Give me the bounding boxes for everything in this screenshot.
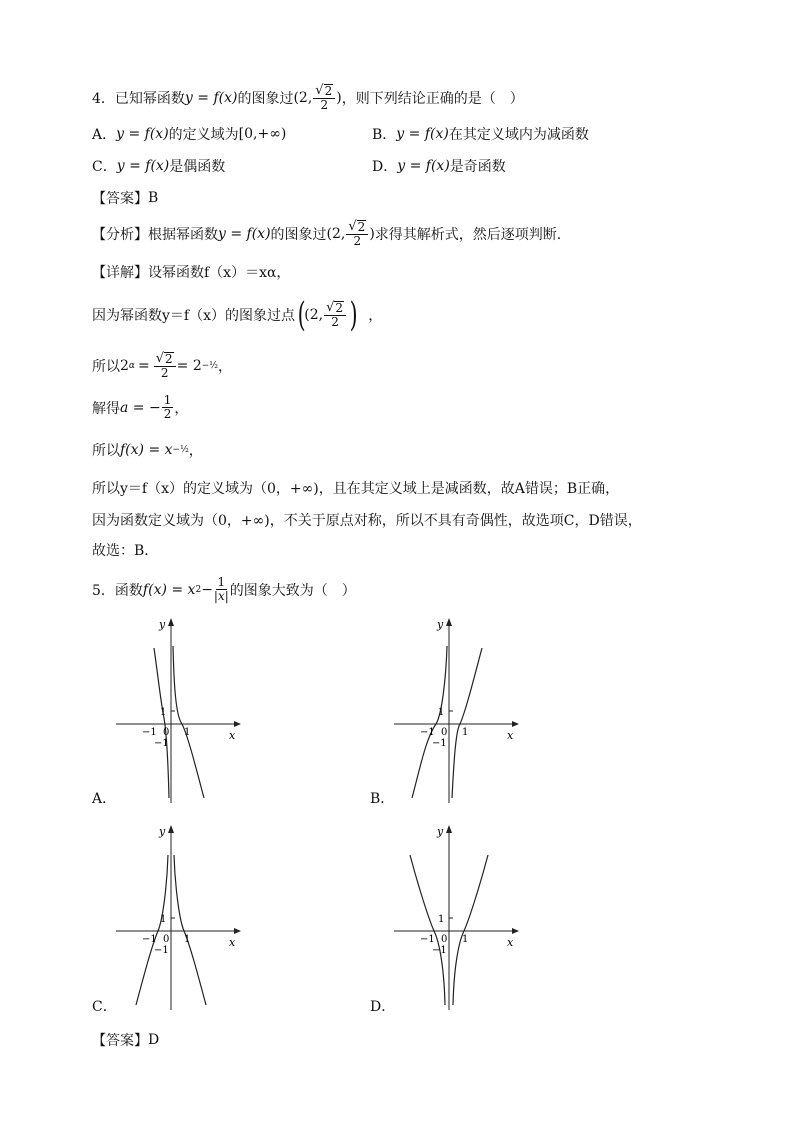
option-c-label: C． — [92, 159, 117, 175]
detail-line-1: 设幂函数f（x）＝xα， — [148, 265, 291, 281]
q4-detail-4 — [92, 394, 188, 421]
q4-point-fraction: √ 2 2 — [313, 84, 335, 112]
q4-option-b — [372, 124, 589, 144]
q4-detail-6 — [92, 478, 619, 498]
detail-base: 2 — [120, 358, 129, 374]
q4-detail-1 — [92, 262, 290, 282]
q5-fraction — [214, 576, 229, 603]
analysis-sqrt-num: 2 — [357, 220, 366, 234]
detail-eq-2: = 2 — [176, 358, 202, 374]
q5-exp: 2 — [195, 584, 202, 595]
graph-b-x-label: x — [507, 729, 514, 742]
graph-d-one-x: 1 — [462, 934, 469, 945]
q4-den: 2 — [320, 98, 329, 112]
graph-c-y-label: y — [159, 825, 166, 838]
q4-detail-5 — [92, 440, 203, 460]
detail-exp: α — [128, 361, 135, 371]
q5-func: f(x) = x — [142, 581, 196, 598]
q5-minus: − — [201, 581, 213, 598]
detail-line-8: 故选：B． — [92, 543, 159, 559]
option-d-func: y = f(x) — [397, 158, 450, 174]
detail-3-den: 2 — [160, 366, 169, 380]
graph-d-zero: 0 — [441, 934, 448, 945]
q5-frac-den: |x| — [213, 589, 229, 603]
detail-fraction: √ 2 2 — [154, 352, 176, 380]
q5-answer-tag: 【答案】 — [92, 1033, 148, 1049]
answer-value: B — [148, 190, 159, 206]
q4-detail-3 — [92, 352, 232, 380]
option-c-text: 是偶函数 — [169, 159, 226, 175]
detail-half — [162, 394, 174, 421]
graph-c-x-label: x — [229, 936, 236, 949]
q4-option-d — [372, 156, 506, 176]
q4-option-a — [92, 124, 286, 144]
analysis-point-close: ) — [369, 226, 375, 242]
graph-a-neg-one-x: −1 — [142, 727, 157, 738]
graph-b-zero: 0 — [441, 727, 448, 738]
graph-d-y-label: y — [437, 825, 444, 838]
graph-a-zero: 0 — [163, 727, 170, 738]
detail-half-num: 1 — [163, 393, 172, 407]
option-a-text: 的定义域为 — [168, 127, 239, 143]
graph-b-y-label: y — [437, 618, 444, 631]
q4-answer — [92, 188, 158, 208]
q5-stem-text: 5．函数 — [92, 582, 143, 599]
detail-line-4: 解得 — [92, 400, 120, 417]
detail-comma: ， — [368, 308, 383, 324]
option-a-domain: [0,+∞) — [238, 126, 287, 142]
graph-d-one: 1 — [438, 914, 445, 925]
graph-c-label: C． — [92, 999, 117, 1015]
graph-c-zero: 0 — [163, 934, 170, 945]
q4-stem-text-3: ，则下列结论正确的是（ ） — [341, 91, 524, 107]
detail-tag: 【详解】 — [92, 265, 148, 281]
graph-c — [116, 825, 246, 1010]
option-d-text: 是奇函数 — [449, 159, 506, 175]
q4-stem-func: y = f(x) — [184, 90, 238, 106]
option-a-func: y = f(x) — [116, 126, 169, 142]
detail-point-start: (2, — [304, 307, 324, 323]
option-b-text: 在其定义域内为减函数 — [448, 127, 589, 143]
graph-d-neg-one-x: −1 — [420, 934, 435, 945]
detail-half-den: 2 — [163, 407, 172, 421]
q4-detail-8 — [92, 540, 158, 560]
analysis-point-fraction: √ 2 2 — [346, 220, 368, 248]
graph-d — [394, 825, 524, 1010]
graph-b-one-x: 1 — [462, 727, 469, 738]
option-a-label: A． — [92, 127, 117, 143]
analysis-text-2: 的图象过 — [270, 227, 327, 243]
q4-stem — [92, 84, 524, 112]
q4-option-c — [92, 156, 225, 176]
graph-a-x-label: x — [229, 729, 236, 742]
q4-stem-text-2: 的图象过 — [237, 91, 294, 107]
q4-sqrt-num: 2 — [324, 84, 333, 98]
graph-c-neg-one-y: −1 — [154, 945, 169, 956]
graph-b-neg-one-x: −1 — [420, 727, 435, 738]
detail-fx: f(x) = x — [120, 442, 173, 458]
q4-point-close: ) — [336, 90, 342, 106]
q4-detail-7 — [92, 510, 642, 530]
graph-a-label: A． — [92, 791, 117, 807]
analysis-text-3: 求得其解析式，然后逐项判断. — [374, 227, 562, 243]
graph-b-one: 1 — [438, 707, 445, 718]
detail-comma-3: ， — [174, 400, 189, 417]
q4-point-open: (2, — [293, 90, 313, 106]
analysis-func: y = f(x) — [218, 226, 271, 242]
detail-line-2: 因为幂函数y＝f（x）的图象过点 — [92, 308, 295, 324]
detail-comma-4: ， — [188, 443, 203, 459]
q5-stem-text-2: 的图象大致为（ ） — [229, 582, 356, 599]
graph-c-neg-one-x: −1 — [142, 934, 157, 945]
analysis-den: 2 — [353, 234, 362, 248]
analysis-point-open: (2, — [326, 226, 346, 242]
graph-a — [116, 618, 246, 803]
option-c-func: y = f(x) — [116, 158, 170, 174]
detail-comma-2: ， — [218, 359, 233, 375]
graph-a-one: 1 — [160, 707, 167, 718]
graph-a-one-x: 1 — [184, 727, 191, 738]
q5-frac-num: 1 — [217, 575, 226, 589]
graph-b-label: B． — [370, 791, 395, 807]
analysis-text: 根据幂函数 — [148, 227, 218, 243]
graph-c-one-x: 1 — [184, 934, 191, 945]
option-b-label: B． — [372, 127, 397, 143]
q5-answer-value: D — [148, 1032, 160, 1048]
q5-answer — [92, 1030, 159, 1050]
detail-3-sqrt: 2 — [165, 352, 173, 366]
graph-d-label: D． — [370, 999, 396, 1015]
analysis-tag: 【分析】 — [92, 227, 148, 243]
q4-analysis — [92, 220, 561, 248]
q4-stem-text: 4．已知幂函数 — [92, 91, 185, 107]
detail-line-3: 所以 — [92, 359, 120, 375]
detail-fx-exp: −½ — [172, 445, 189, 455]
detail-line-5: 所以 — [92, 443, 120, 459]
graph-d-neg-one-y: −1 — [432, 945, 447, 956]
option-b-func: y = f(x) — [396, 126, 449, 142]
graph-a-neg-one-y: −1 — [154, 738, 169, 749]
graph-c-one: 1 — [160, 914, 167, 925]
detail-line-6: 所以y＝f（x）的定义域为（0，+∞)，且在其定义域上是减函数，故A错误；B正确， — [92, 481, 620, 497]
q5-stem — [92, 576, 356, 603]
q4-detail-2: 因为幂函数y＝f（x）的图象过点 ( (2, √ 2 2 ) ， — [92, 295, 383, 335]
detail-point-fraction: √ 2 2 — [324, 301, 346, 329]
graph-b-neg-one-y: −1 — [432, 738, 447, 749]
detail-exp-2: −½ — [201, 361, 219, 371]
detail-eq: = — [138, 358, 150, 374]
option-d-label: D． — [372, 159, 398, 175]
detail-den: 2 — [331, 315, 339, 329]
graph-d-x-label: x — [507, 936, 514, 949]
graph-a-y-label: y — [159, 618, 166, 631]
detail-a-eq: a = − — [120, 399, 161, 416]
answer-tag: 【答案】 — [92, 191, 148, 207]
detail-sqrt-num: 2 — [335, 301, 344, 315]
graph-b — [394, 618, 524, 803]
detail-line-7: 因为函数定义域为（0，+∞)，不关于原点对称，所以不具有奇偶性，故选项C，D错误， — [92, 513, 642, 529]
